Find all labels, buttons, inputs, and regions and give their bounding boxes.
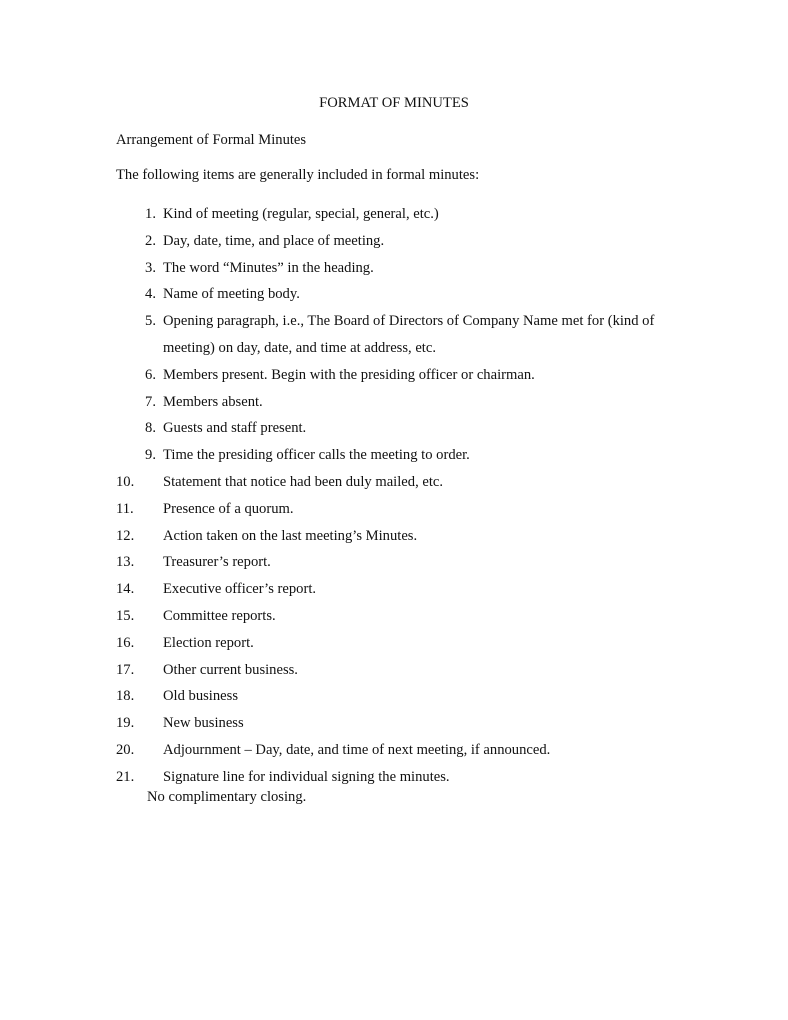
list-item-number: 21. [116, 768, 135, 785]
list-item [0, 496, 788, 523]
list-item [0, 630, 788, 657]
list-item [0, 415, 788, 442]
list-item-number: 17. [116, 661, 135, 678]
list-item-text: Committee reports. [163, 607, 276, 624]
list-item-text: Guests and staff present. [163, 420, 307, 437]
list-item-number: 18. [116, 688, 135, 705]
list-item [0, 308, 788, 362]
list-item [0, 549, 788, 576]
list-item-text: Old business [163, 688, 238, 705]
list-item [0, 737, 788, 764]
list-item [0, 576, 788, 603]
list-item-text: Day, date, time, and place of meeting. [163, 232, 385, 249]
list-item-number: 12. [116, 527, 135, 544]
closing-note: No complimentary closing. [147, 789, 307, 805]
list-item-number: 4. [145, 286, 156, 303]
list-item-number: 9. [145, 447, 156, 464]
list-item-text: Kind of meeting (regular, special, general, etc.) [163, 206, 439, 222]
list-item-text: Opening paragraph, i.e., The Board of Directors of Company Name met for (kind of meeting) on day, date, and time at address, etc. [163, 313, 655, 356]
list-item-text: Action taken on the last meeting’s Minutes. [163, 527, 418, 544]
list-item-text: The word “Minutes” in the heading. [163, 259, 374, 276]
list-item-number: 5. [145, 313, 156, 330]
list-item-text: Other current business. [163, 661, 298, 678]
list-item-text: Executive officer’s report. [163, 581, 317, 598]
list-item-number: 13. [116, 554, 135, 571]
list-item-text: Statement that notice had been duly mailed, etc. [163, 473, 444, 490]
list-item [0, 683, 788, 710]
list-item-number: 20. [116, 741, 135, 758]
list-item-text: Name of meeting body. [163, 286, 300, 303]
list-item-text: Signature line for individual signing the minutes. [163, 768, 450, 785]
list-item-number: 2. [145, 232, 156, 249]
list-item-number: 19. [116, 715, 135, 732]
list-item-text: Time the presiding officer calls the meeting to order. [163, 447, 470, 464]
list-item-text: Adjournment – Day, date, and time of next meeting, if announced. [163, 741, 551, 758]
list-item-number: 7. [145, 393, 156, 410]
list-item [0, 228, 788, 255]
list-item-number: 8. [145, 420, 156, 437]
list-item-number: 1. [145, 206, 156, 222]
list-item-text: Election report. [163, 634, 254, 651]
list-item [0, 469, 788, 496]
list-item-text: Members absent. [163, 393, 263, 410]
list-item [0, 201, 788, 228]
intro-paragraph: The following items are generally included in formal minutes: [116, 167, 480, 183]
section-subtitle: Arrangement of Formal Minutes [116, 132, 307, 148]
list-item [0, 362, 788, 389]
list-item-text: Presence of a quorum. [163, 500, 294, 517]
list-item [0, 603, 788, 630]
list-item-number: 16. [116, 634, 135, 651]
list-item-number: 3. [145, 259, 156, 276]
list-item [0, 281, 788, 308]
list-item [0, 523, 788, 550]
page-title: FORMAT OF MINUTES [319, 95, 469, 111]
list-item-number: 10. [116, 473, 135, 490]
list-item-text: Treasurer’s report. [163, 554, 271, 571]
list-item [0, 442, 788, 469]
list-item [0, 764, 788, 791]
list-item-number: 14. [116, 581, 135, 598]
list-item-text: New business [163, 715, 244, 732]
list-item [0, 389, 788, 416]
list-item-text: Members present. Begin with the presiding officer or chairman. [163, 366, 535, 383]
list-item [0, 255, 788, 282]
list-item-number: 6. [145, 366, 156, 383]
list-item [0, 710, 788, 737]
list-item [0, 657, 788, 684]
list-item-number: 15. [116, 607, 135, 624]
list-item-number: 11. [116, 500, 134, 517]
minutes-items-list [0, 201, 788, 791]
